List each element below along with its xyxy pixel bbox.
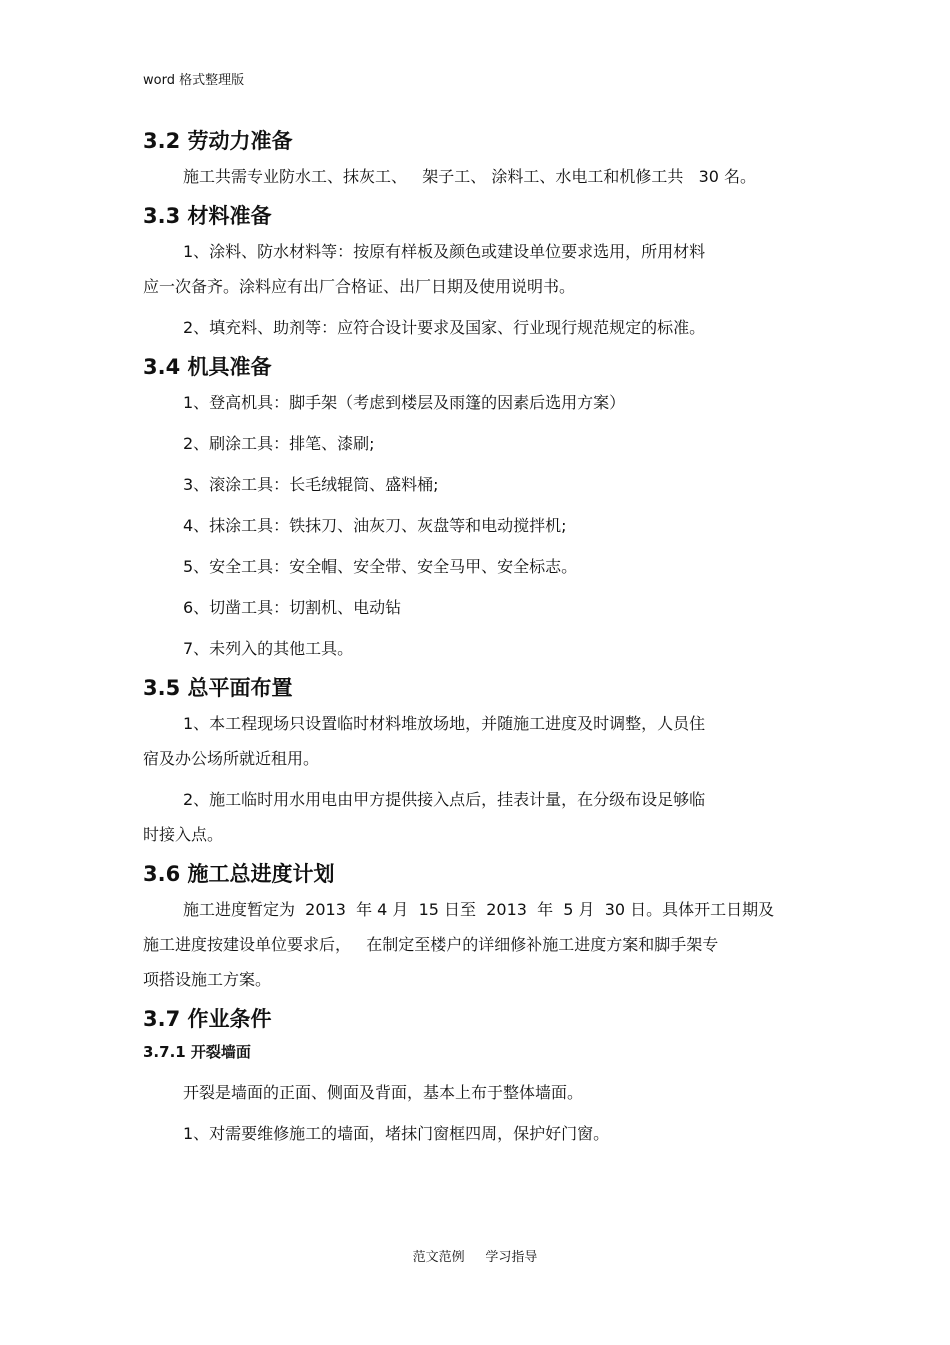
section-title-materials: 3.3 材料准备 xyxy=(143,204,272,228)
paragraph-schedule-c: 项搭设施工方案。 xyxy=(143,970,272,989)
paragraph-layout-2a: 2、施工临时用水用电由甲方提供接入点后，挂表计量，在分级布设足够临 xyxy=(183,790,706,809)
paragraph-schedule-b: 施工进度按建设单位要求后， 在制定至楼户的详细修补施工进度方案和脚手架专 xyxy=(143,935,719,954)
document-footer: 范文范例 学习指导 xyxy=(412,1250,538,1265)
document-header-note: word 格式整理版 xyxy=(143,73,245,88)
paragraph-layout-1a: 1、本工程现场只设置临时材料堆放场地，并随施工进度及时调整，人员住 xyxy=(183,714,706,733)
list-item-tool-2: 2、刷涂工具：排笔、漆刷; xyxy=(183,434,375,453)
section-title-schedule: 3.6 施工总进度计划 xyxy=(143,862,335,886)
paragraph-materials-2: 2、填充料、助剂等：应符合设计要求及国家、行业现行规范规定的标准。 xyxy=(183,318,706,337)
paragraph-materials-1a: 1、涂料、防水材料等：按原有样板及颜色或建设单位要求选用，所用材料 xyxy=(183,242,706,261)
subsection-title-cracked-walls: 3.7.1 开裂墙面 xyxy=(143,1043,251,1061)
paragraph-layout-2b: 时接入点。 xyxy=(143,825,224,844)
paragraph-layout-1b: 宿及办公场所就近租用。 xyxy=(143,749,320,768)
section-title-conditions: 3.7 作业条件 xyxy=(143,1007,272,1031)
section-title-labor: 3.2 劳动力准备 xyxy=(143,129,293,153)
list-item-tool-1: 1、登高机具：脚手架（考虑到楼层及雨篷的因素后选用方案） xyxy=(183,393,626,412)
paragraph-labor: 施工共需专业防水工、抹灰工、 架子工、 涂料工、水电工和机修工共 30 名。 xyxy=(183,167,757,186)
list-item-tool-5: 5、安全工具：安全帽、安全带、安全马甲、安全标志。 xyxy=(183,557,578,576)
paragraph-conditions-1: 开裂是墙面的正面、侧面及背面，基本上布于整体墙面。 xyxy=(183,1083,584,1102)
document-body xyxy=(143,126,823,1146)
section-title-tools: 3.4 机具准备 xyxy=(143,355,272,379)
list-item-tool-7: 7、未列入的其他工具。 xyxy=(183,639,354,658)
paragraph-conditions-2: 1、对需要维修施工的墙面，堵抹门窗框四周，保护好门窗。 xyxy=(183,1124,610,1143)
paragraph-schedule-a: 施工进度暂定为 2013 年 4 月 15 日至 2013 年 5 月 30 日。具体开工日期及 xyxy=(183,900,775,919)
list-item-tool-6: 6、切凿工具：切割机、电动钻 xyxy=(183,598,402,617)
paragraph-materials-1b: 应一次备齐。涂料应有出厂合格证、出厂日期及使用说明书。 xyxy=(143,277,576,296)
list-item-tool-4: 4、抹涂工具：铁抹刀、油灰刀、灰盘等和电动搅拌机; xyxy=(183,516,567,535)
section-title-layout: 3.5 总平面布置 xyxy=(143,676,293,700)
list-item-tool-3: 3、滚涂工具：长毛绒辊筒、盛料桶; xyxy=(183,475,439,494)
